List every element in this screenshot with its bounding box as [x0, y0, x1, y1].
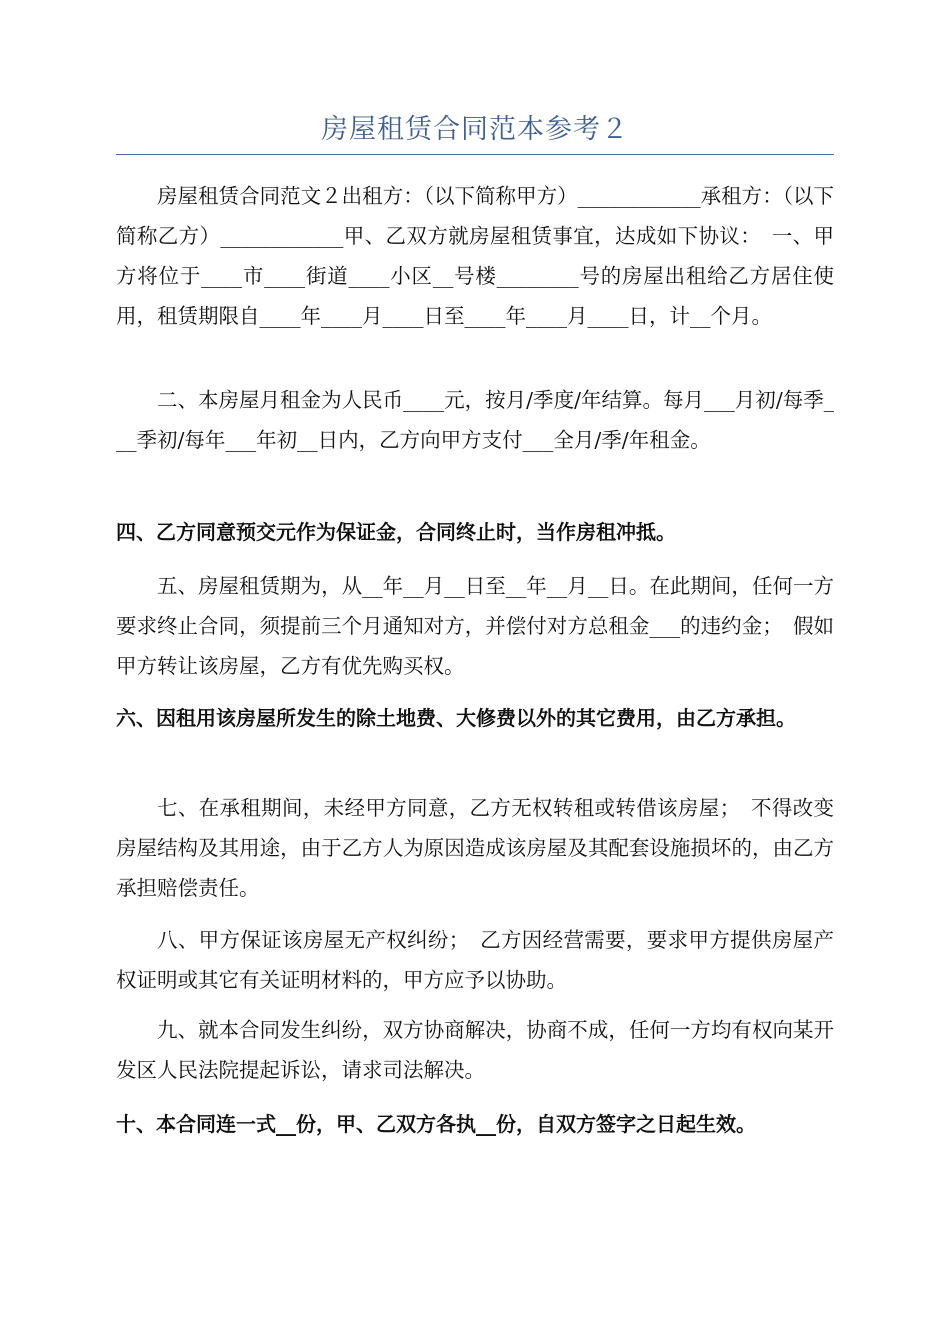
paragraph-lease-term: 五、房屋租赁期为，从__年__月__日至__年__月__日。在此期间，任何一方要求终止合同，须提前三个月通知对方，并偿付对方总租金___的违约金； 假如甲方转让该房屋，乙方有优先购买权。: [116, 574, 834, 678]
paragraph-sublease: 七、在承租期间，未经甲方同意，乙方无权转租或转借该房屋； 不得改变房屋结构及其用途，由于乙方人为原因造成该房屋及其配套设施损坏的，由乙方承担赔偿责任。: [116, 796, 834, 900]
paragraph-disputes: 九、就本合同发生纠纷，双方协商解决，协商不成，任何一方均有权向某开发区人民法院提起诉讼，请求司法解决。: [116, 1018, 834, 1082]
title-underline: [116, 154, 834, 155]
paragraph-other-fees: 六、因租用该房屋所发生的除土地费、大修费以外的其它费用，由乙方承担。: [116, 706, 796, 730]
paragraph-rent: 二、本房屋月租金为人民币____元，按月/季度/年结算。每月___月初/每季___季初/每年___年初__日内，乙方向甲方支付___全月/季/年租金。: [116, 388, 834, 452]
paragraph-ownership: 八、甲方保证该房屋无产权纠纷； 乙方因经营需要，要求甲方提供房屋产权证明或其它有关证明材料的，甲方应予以协助。: [116, 928, 834, 992]
paragraph-deposit: 四、乙方同意预交元作为保证金，合同终止时，当作房租冲抵。: [116, 520, 676, 544]
document-title: 房屋租赁合同范本参考２: [321, 114, 629, 145]
paragraph-effective: 十、本合同连一式__份，甲、乙双方各执__份，自双方签字之日起生效。: [116, 1112, 756, 1136]
paragraph-intro: 房屋租赁合同范文２出租方：（以下简称甲方）____________承租方：（以下简称乙方）____________甲、乙双方就房屋租赁事宜，达成如下协议： 一、甲方将位于____市____街道____小区__号楼________号的房屋出租给乙方居住使用，租赁期限自____年____月____日至____年____月____日，计__个月。: [116, 184, 834, 328]
